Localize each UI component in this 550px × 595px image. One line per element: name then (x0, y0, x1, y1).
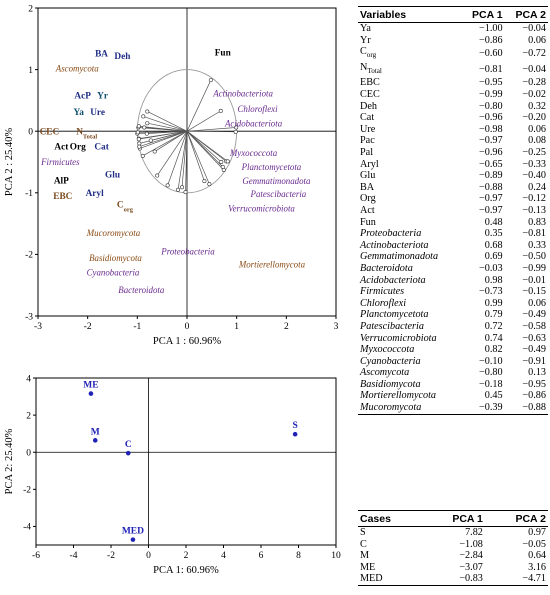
variables-pca1-cell: 0.35 (484, 228, 503, 240)
cases-pca1-cell: 7.82 (465, 527, 483, 538)
variables-name-cell: Cyanobacteria (360, 355, 421, 367)
cases-pca2-cell: −0.05 (522, 538, 546, 550)
cases-pca1-cell: −0.83 (422, 573, 485, 585)
loading-label: Chloroflexi (237, 104, 278, 115)
variables-pca2-cell: 0.13 (528, 367, 546, 379)
loading-point (222, 168, 225, 171)
variables-name-cell: Planctomycetota (360, 309, 429, 321)
variables-pca2-cell: −0.01 (522, 274, 546, 286)
variables-name-cell: Verrucomicrobiota (360, 332, 437, 344)
loading-point (136, 131, 139, 134)
variables-row (358, 286, 548, 298)
loading-point (149, 139, 152, 142)
variables-pca1-cell: 0.69 (484, 251, 503, 263)
variables-name-cell: Proteobacteria (360, 228, 422, 240)
variables-pca1-cell: −0.03 (479, 262, 503, 274)
scores-x-tick-label: -4 (69, 551, 78, 561)
variables-row (358, 344, 548, 356)
loadings-x-tick-label: 3 (333, 322, 339, 332)
variables-pca1-cell: −0.99 (479, 89, 503, 101)
scores-x-tick-label: 0 (146, 551, 151, 561)
cases-pca1-cell: −3.07 (459, 561, 483, 573)
loading-label: Actinobacteriota (213, 88, 273, 99)
variables-row (358, 101, 548, 113)
loading-label: Basidiomycota (89, 253, 142, 264)
variables-name-cell: Pal (360, 147, 374, 158)
variables-name-cell: Cat (360, 112, 375, 124)
variables-pca2-cell: −0.63 (522, 332, 546, 344)
cases-name-cell: S (360, 527, 366, 538)
loading-label: Ya (73, 108, 84, 119)
variables-name-cell: Deh (360, 100, 377, 112)
loading-label: Aryl (85, 188, 104, 199)
variables-pca2-cell: −0.49 (522, 344, 546, 356)
variables-name-cell: Actinobacteriota (360, 239, 429, 251)
cases-name-cell: M (360, 550, 370, 562)
variables-name-cell: Gemmatimonadota (360, 251, 439, 263)
score-point (126, 451, 131, 456)
cases-pca2-cell: −4.71 (485, 573, 548, 585)
variables-pca2-cell: −0.33 (522, 158, 546, 170)
score-point (89, 391, 94, 396)
loading-point (145, 132, 148, 135)
variables-pca1-cell: −0.88 (479, 181, 503, 193)
loading-label: Mucoromycota (86, 227, 141, 238)
loading-point (209, 78, 212, 81)
variables-pca1-cell: −0.80 (479, 367, 503, 379)
scores-x-tick-label: 10 (331, 551, 341, 561)
variables-row (358, 89, 548, 101)
loading-label: Firmicutes (41, 157, 80, 168)
variables-pca1-cell: −0.39 (461, 402, 504, 414)
loading-label: Gemmatimonadota (242, 176, 311, 187)
variables-pca2-cell: −0.58 (522, 320, 546, 332)
variables-name-cell: Ya (360, 23, 371, 34)
variables-pca2-cell: −0.72 (522, 48, 546, 60)
cases-header-pca1: PCA 1 (422, 511, 485, 527)
variables-header-pca1: PCA 1 (461, 7, 504, 23)
variables-row (358, 23, 548, 35)
loadings-y-axis-label: PCA 2 : 25.40% (4, 127, 15, 197)
scores-x-tick-label: 4 (221, 551, 226, 561)
variables-name-cell: Pac (360, 135, 375, 147)
variables-name-cell: Act (360, 204, 375, 216)
variables-row (358, 402, 548, 414)
variables-row (358, 321, 548, 333)
variables-pca2-cell: −0.20 (522, 112, 546, 124)
variables-pca1-cell: 0.98 (484, 274, 503, 286)
variables-row (358, 367, 548, 379)
scores-x-tick-label: -6 (32, 551, 40, 561)
loading-label: BA (95, 49, 109, 60)
variables-row (358, 333, 548, 345)
variables-pca1-cell: −0.97 (479, 204, 503, 216)
variables-name-cell: Myxococcota (360, 344, 415, 356)
loading-label: Bacteroidota (118, 285, 165, 296)
loading-vector (168, 131, 187, 185)
variables-pca2-cell: −0.02 (522, 89, 546, 101)
variables-pca2-cell: −0.99 (522, 262, 546, 274)
variables-pca2-cell: 0.33 (528, 239, 546, 251)
scores-plot-frame (36, 378, 336, 545)
loading-point (220, 160, 223, 163)
variables-name-cell: Aryl (360, 158, 379, 170)
variables-row (358, 356, 548, 368)
cases-header-name: Cases (358, 511, 422, 527)
loading-point (180, 186, 183, 189)
cases-name-cell: MED (358, 573, 422, 585)
loading-point (219, 109, 222, 112)
variables-name-cell: Chloroflexi (360, 297, 407, 309)
variables-pca1-cell: 0.45 (484, 390, 503, 402)
loading-point (146, 110, 149, 113)
cases-row (358, 527, 548, 539)
variables-pca2-cell: −0.88 (505, 402, 548, 414)
loadings-x-tick-label: -3 (34, 322, 42, 332)
cases-table-header (358, 511, 548, 527)
variables-row (358, 228, 548, 240)
variables-pca1-cell: 0.68 (484, 239, 503, 251)
variables-row (358, 62, 548, 78)
variables-row (358, 159, 548, 171)
variables-name-cell: Bacteroidota (360, 262, 413, 274)
loading-label: Proteobacteria (161, 246, 215, 257)
loading-label: Verrucomicrobiota (228, 203, 295, 214)
variables-pca1-cell: 0.79 (484, 309, 503, 321)
variables-pca1-cell: 0.82 (484, 344, 503, 356)
loading-point (156, 174, 159, 177)
variables-row (358, 193, 548, 205)
score-label: S (292, 421, 298, 432)
loading-label: Yr (97, 91, 108, 102)
variables-row (358, 390, 548, 402)
loading-label: $N_{Total}$ (76, 127, 98, 140)
variables-row (358, 112, 548, 124)
variables-pca2-cell: −0.15 (522, 286, 546, 298)
variables-name-cell: $N_{Total}$ (360, 61, 382, 75)
variables-pca2-cell: −0.40 (522, 170, 546, 182)
variables-pca1-cell: −0.95 (479, 77, 503, 89)
variables-row (358, 147, 548, 159)
variables-pca2-cell: −0.04 (522, 23, 546, 34)
variables-pca1-cell: −0.96 (479, 147, 503, 158)
variables-pca1-cell: −0.73 (479, 286, 503, 298)
variables-pca1-cell: −0.89 (479, 170, 503, 182)
variables-name-cell: CEC (360, 89, 380, 101)
variables-pca1-cell: −0.97 (479, 135, 503, 147)
variables-pca1-cell: −0.81 (479, 63, 503, 75)
cases-header-pca2: PCA 2 (485, 511, 548, 527)
variables-pca1-cell: −0.96 (479, 112, 503, 124)
cases-row (358, 550, 548, 562)
variables-row (358, 275, 548, 287)
variables-pca2-cell: 0.06 (528, 123, 546, 135)
loading-point (137, 125, 140, 128)
loading-label: Glu (105, 170, 120, 181)
scores-x-tick-label: 8 (296, 551, 301, 561)
loading-point (146, 121, 149, 124)
loading-label: Org (69, 142, 86, 153)
variables-name-cell: EBC (360, 77, 380, 89)
variables-name-cell: BA (360, 181, 375, 193)
cases-name-cell: ME (360, 561, 376, 573)
variables-pca2-cell: −0.86 (522, 390, 546, 402)
loading-label: AlP (53, 176, 69, 187)
loading-label: Act (54, 142, 69, 153)
scores-x-tick-label: 6 (258, 551, 264, 561)
variables-pca2-cell: −0.12 (522, 193, 546, 205)
loading-label: AcP (74, 91, 91, 102)
variables-name-cell: Yr (360, 34, 371, 46)
variables-pca1-cell: −0.98 (479, 123, 503, 135)
variables-pca1-cell: −1.00 (479, 23, 503, 34)
variables-pca1-cell: −0.60 (479, 48, 503, 60)
cases-pca1-cell: −1.08 (459, 538, 483, 550)
score-label: M (90, 427, 100, 438)
variables-pca2-cell: −0.95 (522, 378, 546, 390)
variables-pca1-cell: −0.86 (479, 34, 503, 46)
loading-point (176, 188, 179, 191)
loadings-y-tick-label: -1 (25, 189, 33, 200)
variables-pca1-cell: 0.99 (484, 297, 503, 309)
variables-pca1-cell: −0.80 (479, 100, 503, 112)
loading-point (141, 154, 144, 157)
score-label: C (124, 440, 132, 451)
loadings-y-tick-label: -3 (25, 312, 33, 323)
loading-label: Planctomycetota (241, 162, 302, 173)
variables-pca1-cell: 0.48 (484, 216, 503, 228)
variables-name-cell: Fun (360, 216, 376, 228)
variables-row (358, 298, 548, 310)
cases-name-cell: C (360, 538, 367, 550)
variables-pca2-cell: −0.91 (522, 355, 546, 367)
variables-row (358, 35, 548, 47)
variables-pca2-cell: −0.25 (522, 147, 546, 158)
loadings-y-tick-label: 0 (28, 127, 33, 138)
loadings-x-tick-label: 2 (283, 322, 289, 332)
loading-point (184, 190, 187, 193)
variables-row (358, 77, 548, 89)
loadings-x-tick-label: 0 (184, 322, 190, 332)
loading-point (142, 115, 145, 118)
loadings-x-tick-label: 1 (234, 322, 240, 332)
variables-table (358, 6, 548, 415)
loading-point (208, 182, 211, 185)
loading-point (226, 160, 229, 163)
scores-plot (0, 365, 352, 595)
cases-pca2-cell: 0.97 (528, 527, 546, 538)
loading-label: $C_{org}$ (116, 200, 133, 214)
variables-pca2-cell: 0.83 (528, 216, 546, 228)
loading-point (203, 179, 206, 182)
variables-pca2-cell: −0.50 (522, 251, 546, 263)
loading-label: Patescibacteria (250, 189, 307, 200)
variables-name-cell: Glu (360, 170, 376, 182)
variables-pca2-cell: 0.24 (528, 181, 546, 193)
loading-label: CEC (39, 127, 60, 138)
variables-name-cell: Ascomycota (360, 367, 410, 379)
loadings-x-tick-label: -2 (83, 322, 92, 332)
loading-point (166, 184, 169, 187)
variables-row (358, 263, 548, 275)
cases-pca1-cell: −2.84 (459, 550, 483, 562)
loading-point (138, 145, 141, 148)
variables-pca1-cell: −0.18 (479, 378, 503, 390)
loadings-y-tick-label: 2 (28, 4, 33, 15)
variables-pca1-cell: −0.10 (479, 355, 503, 367)
loadings-biplot (0, 0, 352, 350)
variables-row (358, 135, 548, 147)
scores-y-tick-label: -4 (23, 522, 31, 533)
variables-row (358, 182, 548, 194)
variables-pca1-cell: 0.72 (484, 320, 503, 332)
cases-pca2-cell: 0.64 (528, 550, 546, 562)
variables-row (358, 379, 548, 391)
loading-label: EBC (53, 191, 73, 202)
variables-pca2-cell: −0.13 (522, 204, 546, 216)
loading-label: Acidobacteriota (224, 118, 283, 129)
loading-point (234, 130, 237, 133)
variables-pca2-cell: −0.49 (522, 309, 546, 321)
scores-y-tick-label: -2 (23, 485, 31, 496)
variables-name-cell: Org (360, 193, 376, 205)
variables-name-cell: $C_{org}$ (360, 46, 377, 60)
variables-pca2-cell: 0.06 (528, 297, 546, 309)
score-point (293, 432, 298, 437)
loading-point (137, 138, 140, 141)
variables-name-cell: Ure (360, 123, 376, 135)
variables-pca2-cell: −0.81 (522, 228, 546, 240)
variables-row (358, 240, 548, 252)
variables-pca1-cell: −0.97 (479, 193, 503, 205)
scores-y-tick-label: 0 (26, 448, 31, 459)
loading-point (143, 126, 146, 129)
variables-pca2-cell: −0.28 (522, 77, 546, 89)
score-point (93, 438, 98, 443)
variables-pca2-cell: −0.04 (522, 63, 546, 75)
scores-y-tick-label: 2 (26, 411, 31, 422)
variables-pca2-cell: 0.08 (528, 135, 546, 147)
variables-row (358, 170, 548, 182)
loading-label: Mortierellomycota (238, 259, 306, 270)
variables-row (358, 205, 548, 217)
variables-name-cell: Mucoromycota (358, 402, 461, 414)
loading-label: Ascomycota (55, 63, 99, 74)
variables-name-cell: Mortierellomycota (360, 390, 437, 402)
variables-name-cell: Basidiomycota (360, 378, 421, 390)
variables-row (358, 217, 548, 229)
scores-y-tick-label: 4 (26, 374, 31, 385)
loadings-y-tick-label: -2 (25, 250, 33, 261)
cases-row (358, 573, 548, 585)
cases-pca2-cell: 3.16 (528, 561, 546, 573)
variables-pca2-cell: 0.32 (528, 100, 546, 112)
loading-label: Cyanobacteria (86, 267, 140, 278)
loading-label: Deh (114, 52, 131, 63)
variables-pca1-cell: −0.65 (479, 158, 503, 170)
loadings-x-tick-label: -1 (133, 322, 142, 332)
loading-vector (187, 131, 224, 170)
variables-row (358, 251, 548, 263)
variables-name-cell: Firmicutes (360, 286, 405, 298)
cases-row (358, 562, 548, 574)
scores-x-tick-label: 2 (183, 551, 189, 561)
scores-x-tick-label: -2 (107, 551, 115, 561)
variables-name-cell: Patescibacteria (360, 320, 424, 332)
score-label: MED (121, 526, 145, 537)
loading-label: Cat (94, 142, 109, 153)
variables-header-pca2: PCA 2 (505, 7, 548, 23)
variables-row (358, 309, 548, 321)
cases-row (358, 539, 548, 551)
variables-row (358, 46, 548, 62)
variables-name-cell: Acidobacteriota (360, 274, 426, 286)
variables-header-name: Variables (358, 7, 461, 23)
score-point (131, 537, 136, 542)
variables-pca1-cell: 0.74 (484, 332, 503, 344)
variables-pca2-cell: 0.06 (528, 34, 546, 46)
loading-label: Ure (90, 108, 106, 119)
loadings-y-tick-label: 1 (28, 65, 33, 76)
loading-point (153, 150, 156, 153)
scores-y-axis-label: PCA 2: 25.40% (4, 428, 15, 495)
loading-label: Fun (214, 48, 231, 59)
loading-label: Myxococcota (229, 147, 278, 158)
scores-x-axis-label: PCA 1: 60.96% (153, 565, 219, 576)
variables-table-header (358, 7, 548, 23)
loading-vector (187, 80, 211, 131)
variables-row (358, 124, 548, 136)
score-label: ME (83, 380, 99, 391)
cases-table (358, 510, 548, 586)
loadings-x-axis-label: PCA 1 : 60.96% (152, 336, 222, 347)
